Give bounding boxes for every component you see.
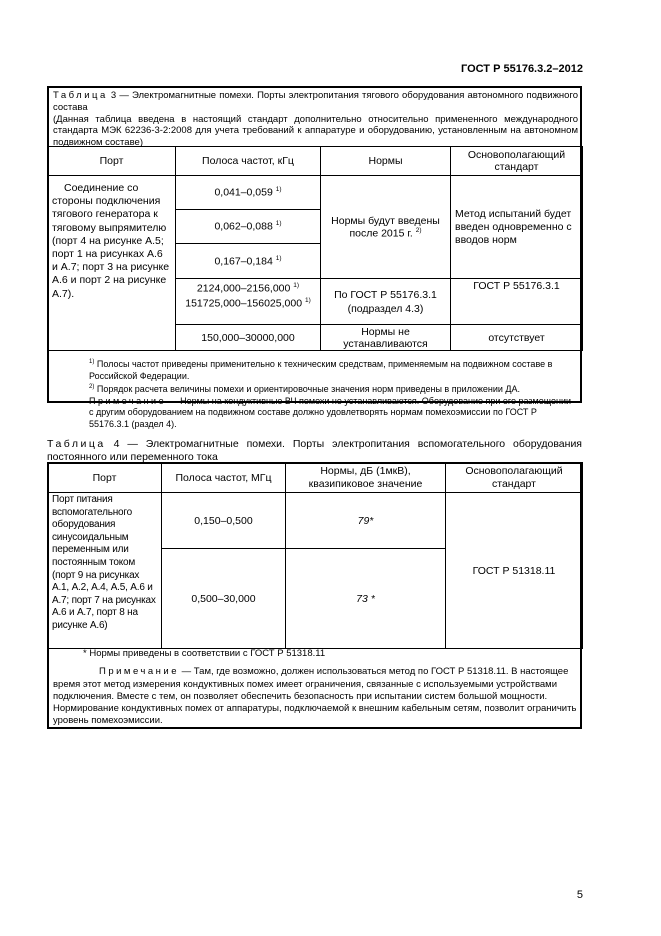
norms-cell: По ГОСТ Р 55176.3.1 (подраздел 4.3)	[321, 279, 451, 325]
table-3-footnotes	[53, 357, 578, 430]
norms-cell: Нормы не устанавливаются	[321, 325, 451, 351]
table-4-note: Примечание — Там, где возможно, должен использоваться метод по ГОСТ Р 51318.11. В настоящее время этот метод измерения кондуктивных помех имеет ограничения, связанные с используемыми устройствами подключения. Вместе с тем, он позволяет обеспечить безопасность при испытании систем большой мощности. Нормирование кондуктивных помех от аппаратуры, подключаемой к внешним кабельным сетям, позволит ограничить уровень помехоэмиссии.	[53, 666, 577, 727]
table-4-header-row	[48, 463, 583, 493]
port-description: Соединение со стороны подключения тягового генератора к тяговому выпрямителю (порт 4 на рисунке А.5; порт 1 на рисунках А.6 и А.7; порт 3 на рисунке А.6 и порт 2 на рисунке А.7).	[52, 182, 170, 300]
footnote-1: $^{1)}$ Полосы частот приведены применительно к техническим средствам, применяемым на подвижном составе в Российской Федерации.	[89, 359, 553, 381]
footnote-2: $^{2)}$ Порядок расчета величины помехи и ориентировочные значения норм приведены в приложении ДА.	[89, 384, 521, 394]
table-3-header-row	[48, 147, 583, 176]
table-row	[48, 493, 583, 549]
table-4-footnotes	[53, 648, 578, 728]
column-header-norms: Нормы	[321, 147, 451, 176]
norm-value-cell: 79*	[286, 493, 446, 549]
table-4-caption	[47, 438, 582, 463]
frequency-cell: 0,062–0,088 $^{1)}$	[176, 210, 321, 244]
table-3-caption-word: Таблица	[53, 90, 108, 101]
frequency-cell: 0,500–30,000	[162, 549, 286, 649]
column-header-standard: Основополагающий стандарт	[446, 463, 583, 493]
column-header-standard: Основополагающий стандарт	[451, 147, 583, 176]
footnote-asterisk: * Нормы приведены в соответствии с ГОСТ Р 51318.11	[83, 648, 326, 659]
table-4-grid	[47, 462, 583, 649]
column-header-frequency: Полоса частот, МГц	[162, 463, 286, 493]
standard-cell: ГОСТ Р 51318.11	[446, 493, 583, 649]
table-3-caption-title: 3 — Электромагнитные помехи. Порты электропитания тягового оборудования автономного подвижного состава	[53, 90, 578, 113]
column-header-port: Порт	[48, 147, 176, 176]
table-3	[47, 86, 582, 429]
table-3-note: Примечание — Нормы на кондуктивные ВЧ помехи не устанавливаются. Оборудование при его размещении с другим оборудованием на подвижном составе должно удовлетворять нормам помехоэмиссии по ГОСТ Р 55176.3.1 (раздел 4).	[89, 395, 572, 429]
table-3-caption	[53, 90, 578, 149]
column-header-frequency: Полоса частот, кГц	[176, 147, 321, 176]
standard-cell: отсутствует	[451, 325, 583, 351]
table-3-caption-note: (Данная таблица введена в настоящий стандарт дополнительно относительно примененного международного стандарта МЭК 62236-3-2:2008 для учета требований к аппаратуре и оборудованию, установленным на автономном подвижном составе)	[53, 113, 578, 149]
frequency-cell: 150,000–30000,000	[176, 325, 321, 351]
port-cell	[48, 176, 176, 351]
table-3-grid	[47, 146, 583, 351]
norm-value-cell: 73 *	[286, 549, 446, 649]
table-4	[47, 462, 582, 729]
column-header-norms: Нормы, дБ (1мкВ), квазипиковое значение	[286, 463, 446, 493]
frequency-cell: 2124,000–2156,000 $^{1)}$ 151725,000–156025,000 $^{1)}$	[176, 279, 321, 325]
frequency-cell: 0,150–0,500	[162, 493, 286, 549]
table-4-caption-title: 4 — Электромагнитные помехи. Порты электропитания вспомогательного оборудования постоянного или переменного тока	[47, 438, 582, 463]
table-row	[48, 176, 583, 210]
column-header-port: Порт	[48, 463, 162, 493]
frequency-cell: 0,167–0,184 $^{1)}$	[176, 244, 321, 279]
document-header: ГОСТ Р 55176.3.2–2012	[460, 63, 583, 75]
table-4-caption-word: Таблица	[47, 438, 106, 450]
port-cell: Порт питания вспомогательного оборудования синусоидальным переменным или постоянным током (порт 9 на рисунках А.1, А.2, А.4, А.5, А.6 и А.7; порт 7 на рисунках А.6 и А.7, порт 8 на рисунке А.6)	[48, 493, 162, 649]
standard-cell: Метод испытаний будет введен одновременно с вводов норм	[451, 176, 583, 279]
standard-cell: ГОСТ Р 55176.3.1	[451, 279, 583, 325]
norms-cell: Нормы будут введены после 2015 г. $^{2)}$	[321, 176, 451, 279]
frequency-cell: 0,041–0,059 $^{1)}$	[176, 176, 321, 210]
page-number: 5	[576, 889, 583, 901]
